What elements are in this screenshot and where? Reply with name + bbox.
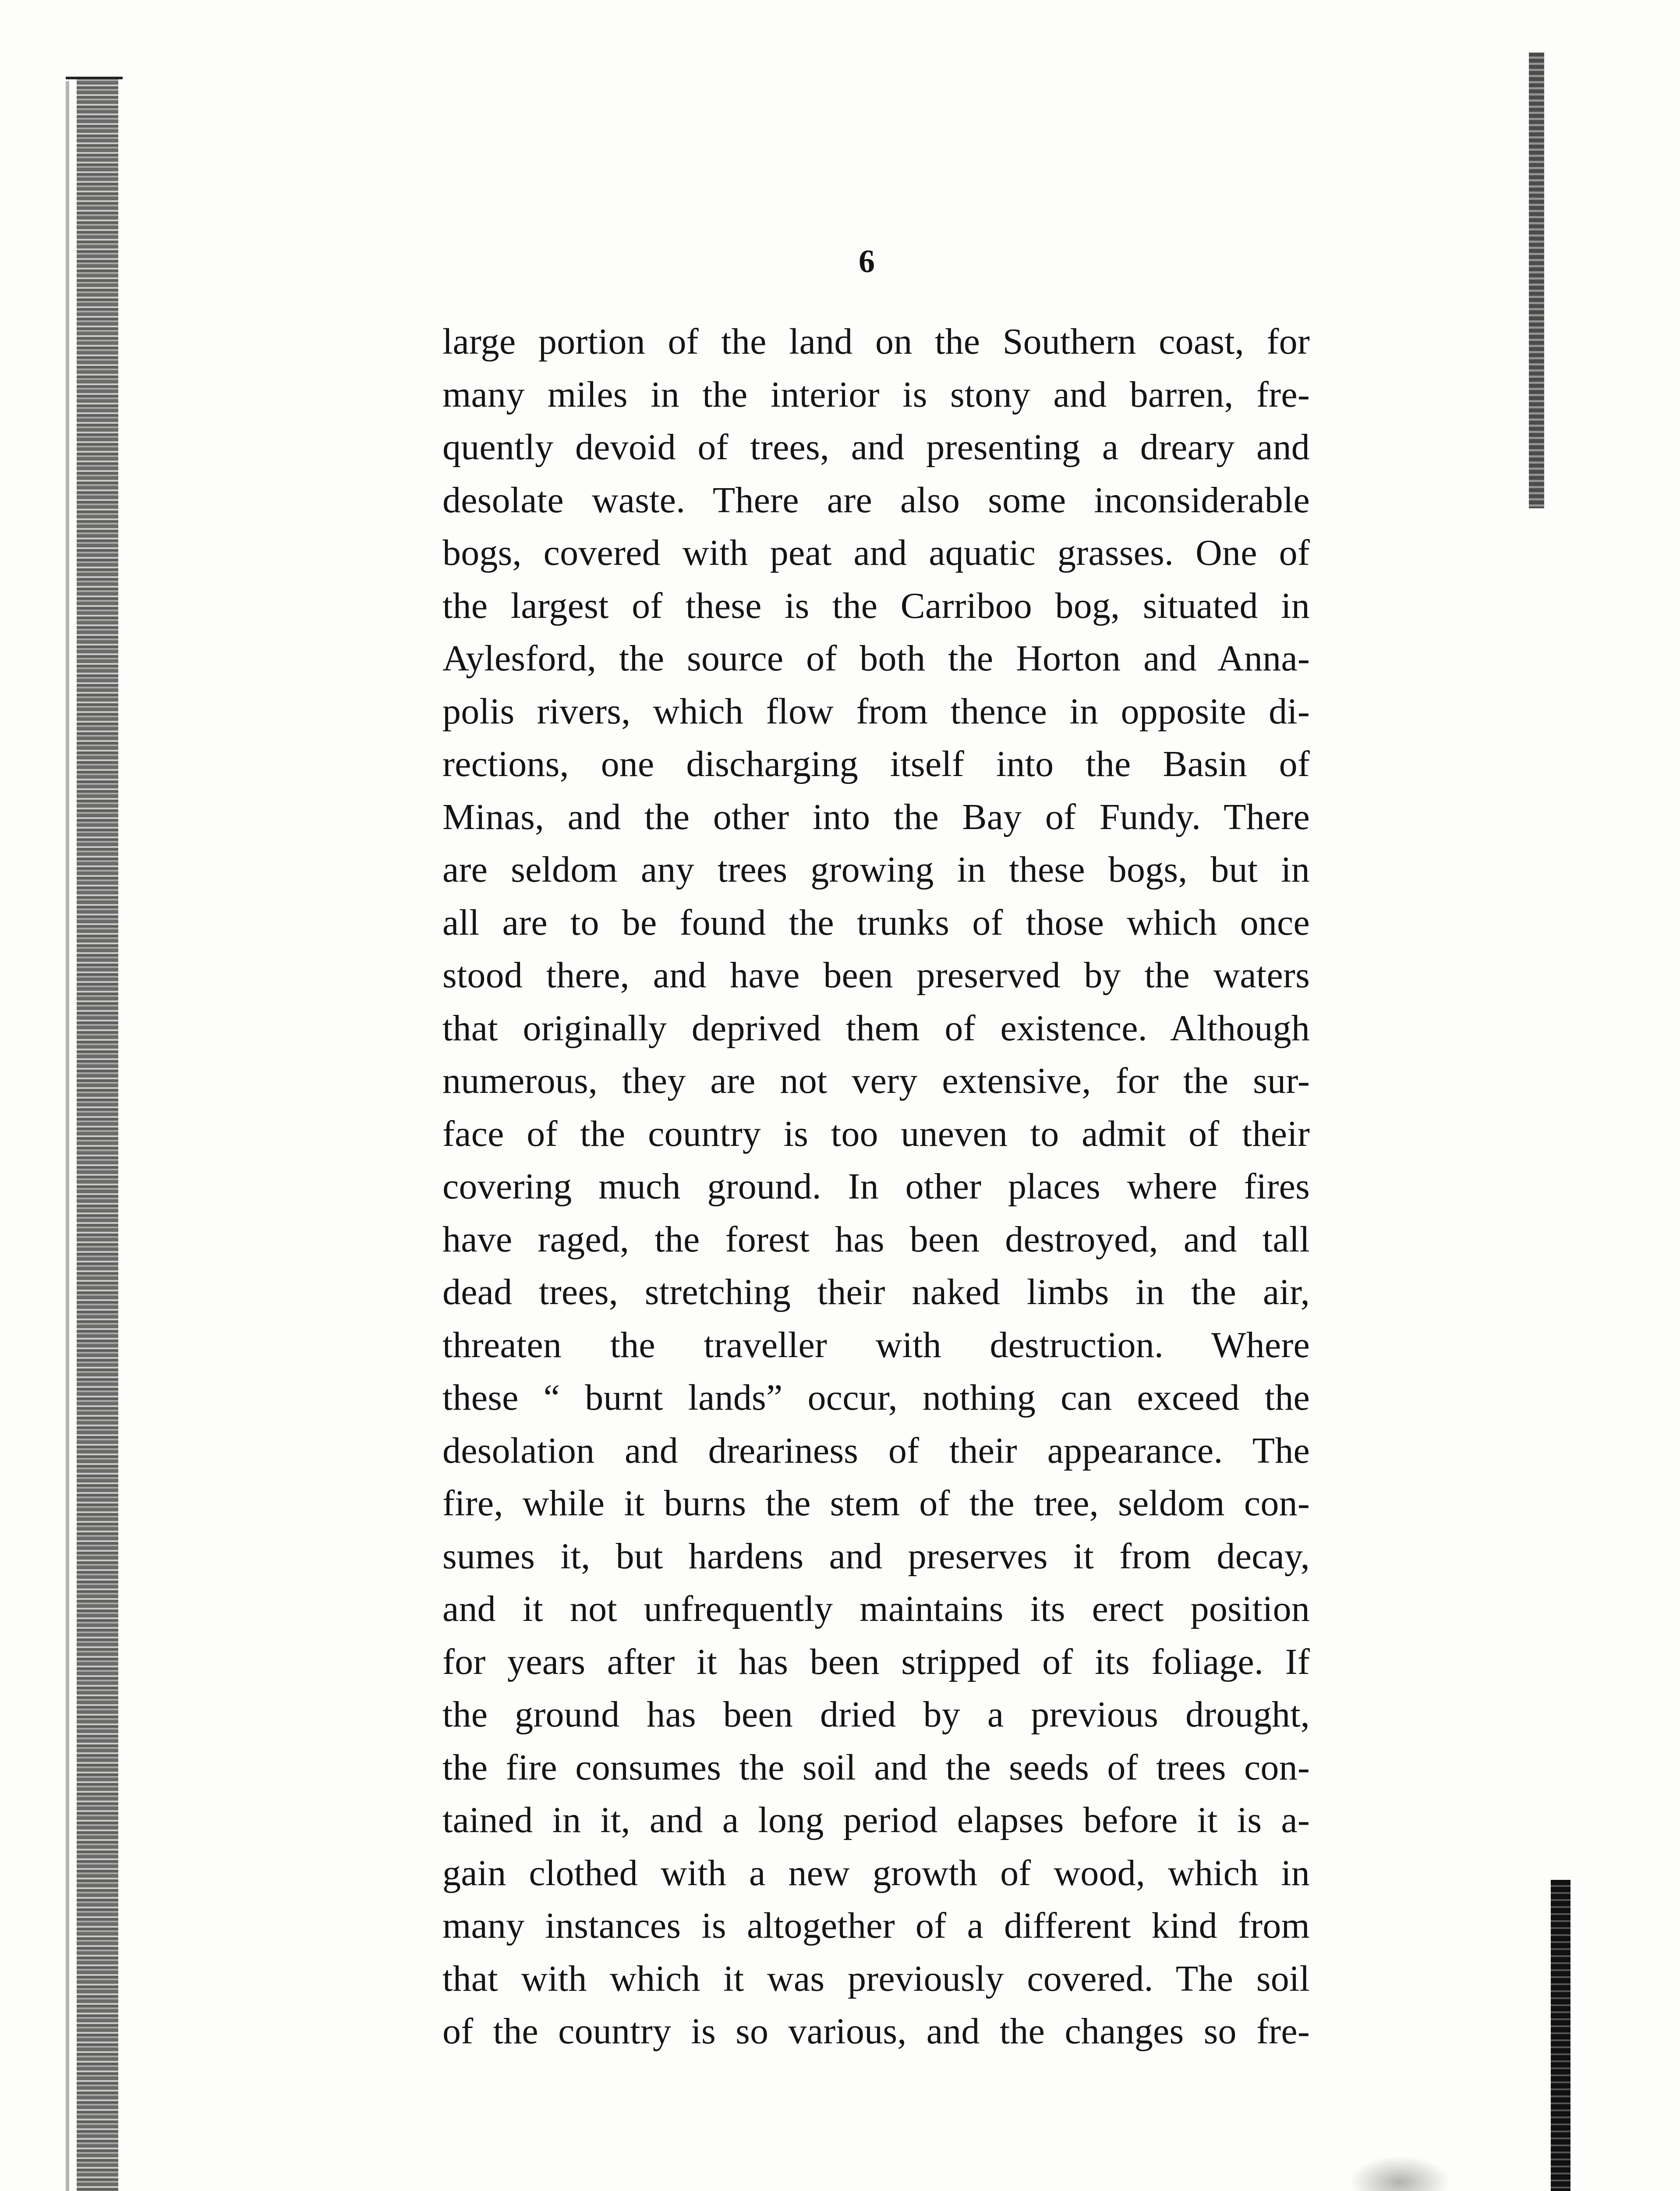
- text-line: fire, while it burns the stem of the tree, seldom con-: [442, 1483, 1310, 1524]
- text-line: are seldom any trees growing in these bogs, but in: [442, 849, 1310, 890]
- page-corner-mark: [66, 77, 123, 79]
- text-line: stood there, and have been preserved by the waters: [442, 955, 1310, 996]
- text-line: tained in it, and a long period elapses before it is a-: [442, 1800, 1310, 1840]
- text-line: many miles in the interior is stony and barren, fre-: [442, 374, 1310, 415]
- text-line: that originally deprived them of existence. Although: [442, 1007, 1310, 1049]
- body-text: [442, 316, 1310, 2058]
- text-line: large portion of the land on the Southern coast, for: [442, 321, 1310, 362]
- text-line: dead trees, stretching their naked limbs in the air,: [442, 1272, 1310, 1312]
- text-line: desolation and dreariness of their appearance. The: [442, 1430, 1310, 1471]
- text-line: Aylesford, the source of both the Horton and Anna-: [442, 638, 1310, 679]
- text-line: rections, one discharging itself into the Basin of: [442, 744, 1310, 784]
- text-line: of the country is so various, and the changes so fre-: [442, 2011, 1310, 2052]
- binding-shadow: [66, 81, 69, 2191]
- page-edge-left: [77, 77, 118, 2191]
- text-line: these “ burnt lands” occur, nothing can exceed the: [442, 1377, 1310, 1418]
- text-line: threaten the traveller with destruction. Where: [442, 1324, 1310, 1365]
- text-line: the ground has been dried by a previous drought,: [442, 1694, 1310, 1735]
- text-line: gain clothed with a new growth of wood, which in: [442, 1852, 1310, 1893]
- text-line: many instances is altogether of a different kind from: [442, 1905, 1310, 1946]
- text-line: all are to be found the trunks of those which once: [442, 902, 1310, 943]
- text-line: bogs, covered with peat and aquatic grasses. One of: [442, 532, 1310, 573]
- page-number: 6: [859, 244, 875, 280]
- text-line: desolate waste. There are also some inconsiderable: [442, 479, 1310, 521]
- text-line: face of the country is too uneven to admit of their: [442, 1113, 1310, 1154]
- ink-smudge: [1349, 2156, 1450, 2191]
- text-line: polis rivers, which flow from thence in opposite di-: [442, 691, 1310, 732]
- text-line: quently devoid of trees, and presenting a dreary and: [442, 427, 1310, 468]
- text-line: for years after it has been stripped of its foliage. If: [442, 1641, 1310, 1682]
- text-line: sumes it, but hardens and preserves it from decay,: [442, 1535, 1310, 1577]
- text-line: and it not unfrequently maintains its erect position: [442, 1588, 1310, 1629]
- text-line: covering much ground. In other places where fires: [442, 1166, 1310, 1207]
- text-line: Minas, and the other into the Bay of Fundy. There: [442, 796, 1310, 837]
- page-edge-right-bottom: [1551, 1880, 1570, 2191]
- page-edge-right-top: [1529, 53, 1544, 508]
- text-line: have raged, the forest has been destroyed, and tall: [442, 1219, 1310, 1260]
- text-line: the fire consumes the soil and the seeds of trees con-: [442, 1747, 1310, 1788]
- text-line: the largest of these is the Carriboo bog, situated in: [442, 585, 1310, 626]
- text-line: numerous, they are not very extensive, for the sur-: [442, 1060, 1310, 1101]
- text-line: that with which it was previously covered. The soil: [442, 1958, 1310, 1999]
